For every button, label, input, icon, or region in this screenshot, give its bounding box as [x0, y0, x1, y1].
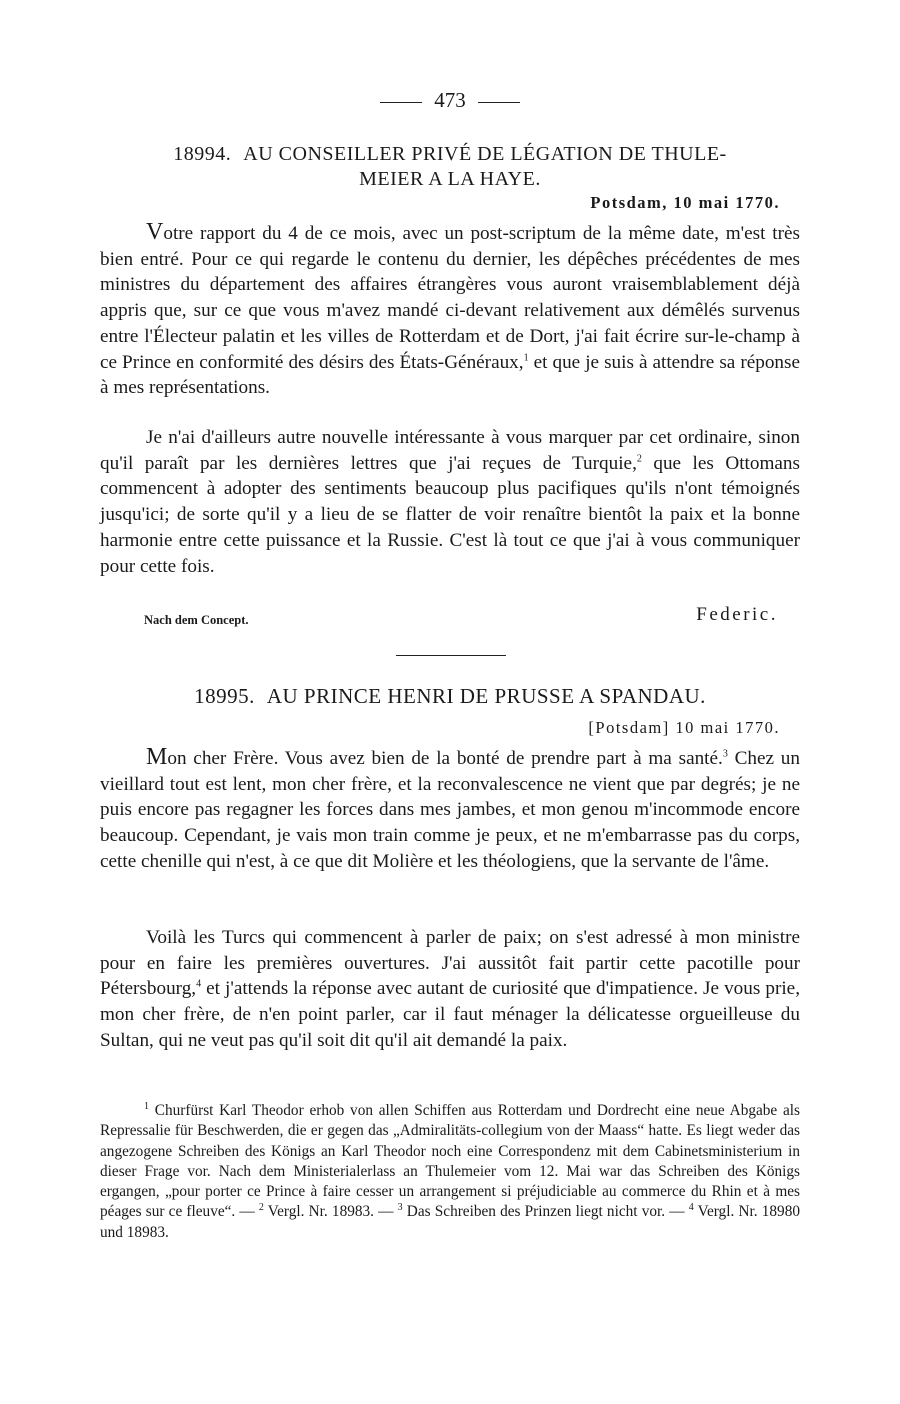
letter-2-number: 18995. — [194, 684, 255, 708]
letter-1-title-line2: MEIER A LA HAYE. — [359, 168, 541, 190]
letter-2-paragraph-1-text-a: Mon cher Frère. Vous avez bien de la bonté de prendre part à ma santé. — [146, 744, 723, 770]
letter-2-dateline: [Potsdam] 10 mai 1770. — [588, 718, 780, 737]
letter-1-title-line1: AU CONSEILLER PRIVÉ DE LÉGATION DE THULE- — [243, 143, 727, 165]
footnote-1-text: Churfürst Karl Theodor erhob von allen Schiffen aus Rotterdam und Dordrecht eine neue Abgabe als Repressalie für Beschwerden, die er gegen das „Admiralitäts-collegium von der Maass“ hatte. Es liegt weder das angezogene Schreiben des Königs an Karl Theodor noch eine Correspondenz mit dem Cabinetsministerium in dieser Frage vor. Nach dem Ministerialerlass an Thulemeier vom 12. Mai war das Schreiben des Königs ergangen, „pour porter ce Prince à faire cesser un arrangement si préjudiciable au commerce du Rhin et à mes péages sur ce fleuve“. — — [100, 1102, 800, 1221]
letter-1-paragraph-2-text-a: Je n'ai d'ailleurs autre nouvelle intéressante à vous marquer par cet ordinaire, sinon qu'il paraît par les dernières lettres que j'ai reçues de Turquie, — [100, 427, 800, 474]
letter-1-paragraph-1-text-b: et que je suis à attendre sa réponse à mes représentations. — [100, 351, 801, 399]
page-number-dash-right — [478, 102, 520, 103]
letter-2-paragraph-2-text-a: Voilà les Turcs qui commencent à parler de paix; on s'est adressé à mon ministre pour en faire les premières ouvertures. J'ai aussitôt fait partir cette pacotille pour Pétersbourg, — [100, 927, 800, 1000]
letter-1-heading — [100, 142, 800, 192]
page-number-dash-left — [380, 102, 422, 103]
footnote-3-text: Das Schreiben des Prinzen liegt nicht vor. — — [402, 1203, 689, 1221]
letter-1-paragraph-1-text-a: Votre rapport du 4 de ce mois, avec un post-scriptum de la même date, m'est très bien entré. Pour ce qui regarde le contenu du dernier, les dépêches précédentes de mes ministres du département des affaires étrangères vous auront vraisemblablement déjà appris que, sur ce que vous m'avez mandé ci-devant relativement aux démêlés survenus entre l'Électeur palatin et les villes de Rotterdam et de Dort, j'ai fait écrire sur-le-champ à ce Prince en conformité des désirs des États-Généraux, — [100, 219, 800, 373]
letter-1-source-note: Nach dem Concept. — [144, 613, 249, 627]
footnote-ref-1: 1 — [523, 352, 529, 364]
footnote-2-text: Vergl. Nr. 18983. — — [263, 1203, 398, 1221]
footnote-ref-4: 4 — [196, 979, 202, 991]
page-number: 473 — [434, 88, 466, 112]
letter-1-dateline: Potsdam, 10 mai 1770. — [590, 193, 780, 212]
letter-1-paragraph-1 — [100, 220, 800, 401]
footnote-4-marker: 4 — [688, 1202, 694, 1214]
footnote-ref-2: 2 — [636, 453, 642, 465]
page-number-line — [100, 88, 800, 113]
letter-2-paragraph-1 — [100, 745, 800, 875]
letter-2-paragraph-2-text-b: et j'attends la réponse avec autant de curiosité que d'impatience. Je vous prie, mon cher frère, de n'en point parler, car il faut ménager la délicatesse orgueilleuse du Sultan, qui ne veut pas qu'il soit dit qu'il ait demandé la paix. — [100, 978, 800, 1051]
letter-1-signature: Federic. — [696, 604, 778, 625]
footnotes — [100, 1101, 800, 1243]
letter-1-paragraph-2 — [100, 425, 800, 579]
letter-1-paragraph-2-text-b: que les Ottomans commencent à adopter des sentiments beaucoup plus pacifiques qu'ils n'ont témoignés jusqu'ici; de sorte qu'il y a lieu de se flatter de voir renaître bientôt la paix et la bonne harmonie entre cette puissance et la Russie. C'est là tout ce que j'ai à vous communiquer pour cette fois. — [100, 452, 800, 577]
footnote-3-marker: 3 — [397, 1202, 403, 1214]
letter-2-title: AU PRINCE HENRI DE PRUSSE A SPANDAU. — [266, 684, 706, 708]
section-divider — [396, 655, 506, 656]
letter-2-heading — [100, 684, 800, 709]
letter-2-paragraph-1-text-b: Chez un vieillard tout est lent, mon cher frère, et la reconvalescence ne vient que par degrés; je ne puis encore pas regagner les forces dans mes jambes, et mon genou m'incommode encore beaucoup. Cependant, je vais mon train comme je peux, et ne m'embarrasse pas du corps, cette chenille qui n'est, à ce que dit Molière et les théologiens, que la servante de l'âme. — [100, 748, 800, 872]
footnote-1-marker: 1 — [144, 1100, 149, 1112]
footnote-ref-3: 3 — [722, 748, 728, 760]
letter-2-paragraph-2 — [100, 925, 800, 1054]
letter-1-number: 18994. — [173, 143, 232, 165]
footnotes-text — [100, 1101, 800, 1243]
footnote-4-text: Vergl. Nr. 18980 und 18983. — [100, 1203, 800, 1241]
letter-1-heading-line1 — [100, 142, 800, 167]
footnote-2-marker: 2 — [258, 1202, 264, 1214]
